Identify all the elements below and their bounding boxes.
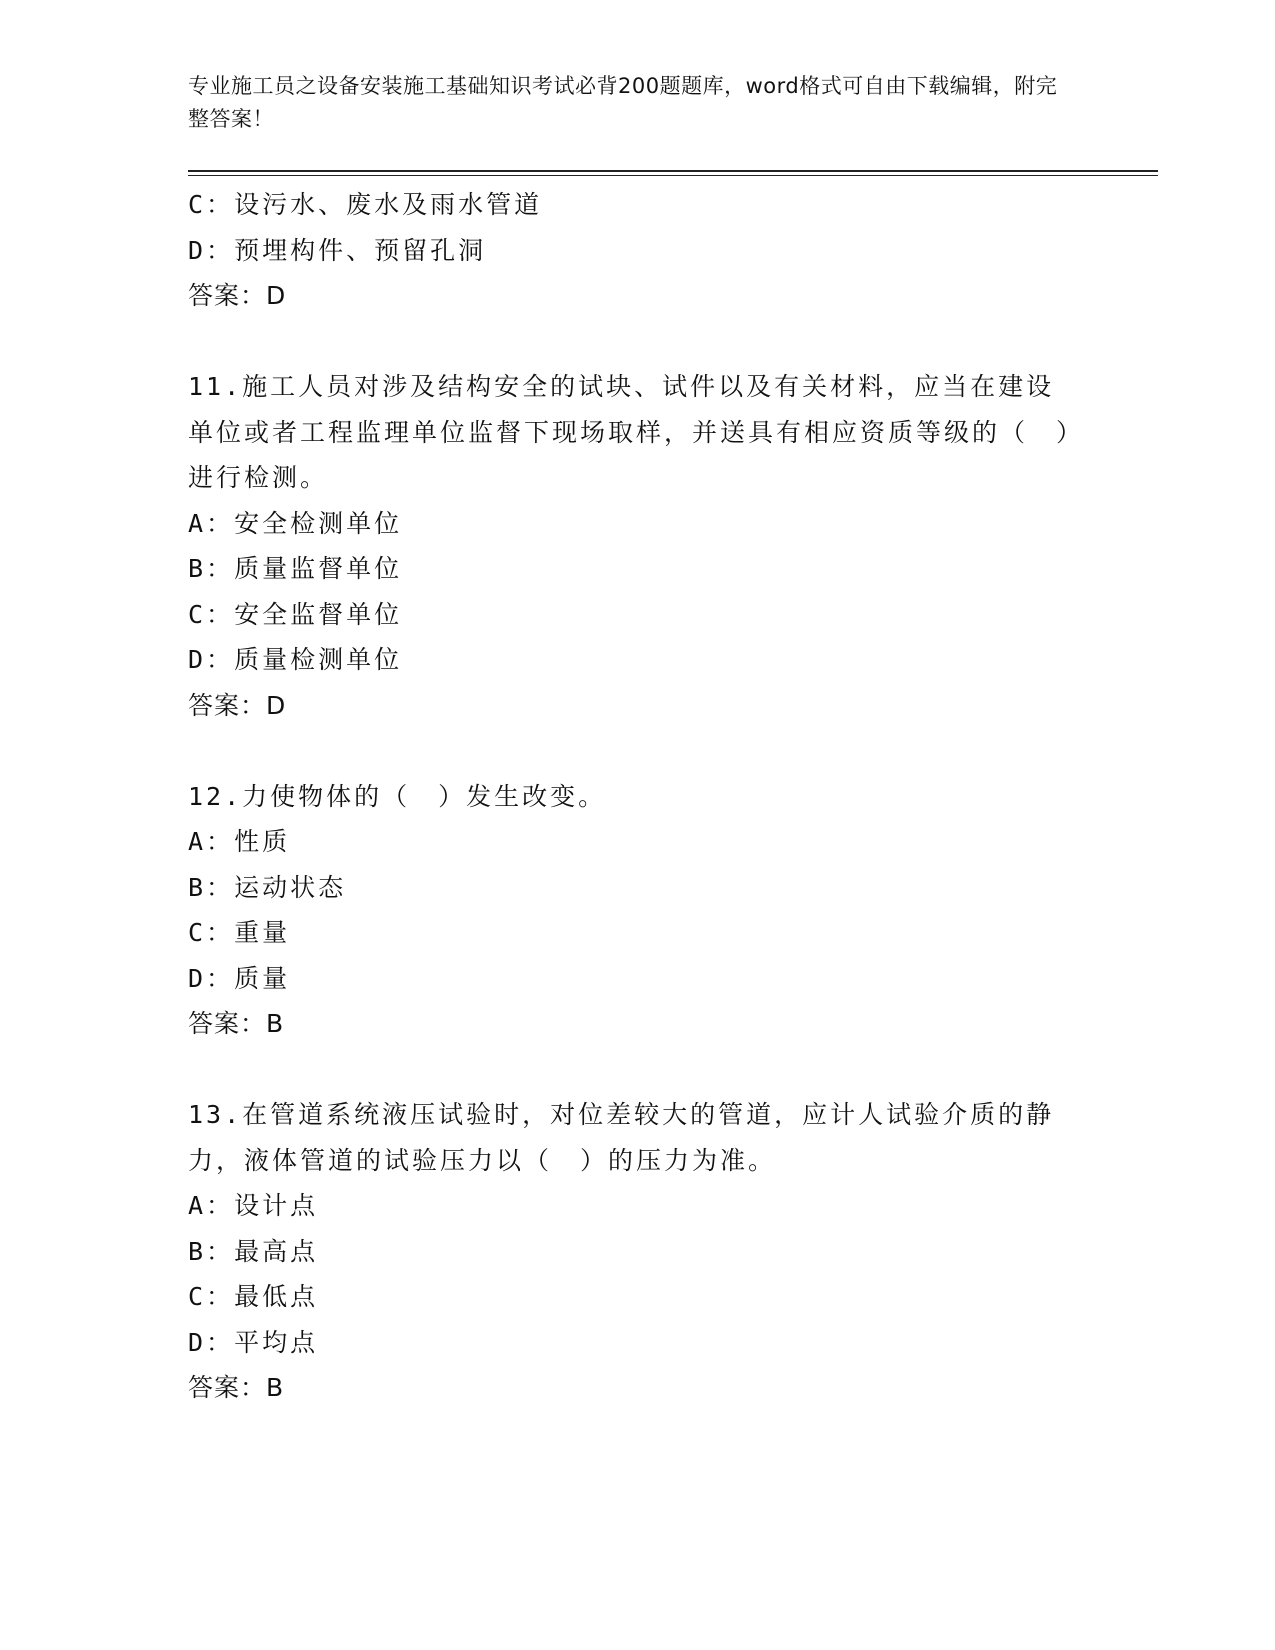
document-page <box>188 70 1158 1411</box>
option-label: D： <box>188 1327 235 1357</box>
option-a <box>188 1183 1158 1229</box>
question-13 <box>188 1092 1158 1411</box>
option-b <box>188 1229 1158 1275</box>
option-d <box>188 1320 1158 1366</box>
option-label: D： <box>188 235 235 265</box>
option-d <box>188 637 1158 683</box>
question-text: 12.力使物体的（ ）发生改变。 <box>188 781 607 811</box>
header-divider <box>188 170 1158 176</box>
option-label: C： <box>188 1282 235 1311</box>
option-a <box>188 819 1158 865</box>
option-text: 预埋构件、预留孔洞 <box>234 235 487 265</box>
option-text: 设污水、废水及雨水管道 <box>234 190 543 219</box>
option-label: C： <box>188 190 235 219</box>
option-a <box>188 501 1158 547</box>
option-label: B： <box>188 554 235 583</box>
option-text: 最低点 <box>234 1282 319 1311</box>
option-label: C： <box>188 599 235 629</box>
option-d <box>188 228 1158 274</box>
question-12 <box>188 774 1158 1047</box>
option-b <box>188 546 1158 592</box>
option-label: A： <box>188 1191 235 1220</box>
option-text: 最高点 <box>234 1236 319 1266</box>
answer: 答案：B <box>188 1009 285 1038</box>
spacer <box>188 728 1158 774</box>
document-header: 专业施工员之设备安装施工基础知识考试必背200题题库，word格式可自由下载编辑，附完整答案！ <box>188 74 1058 131</box>
question-list <box>188 182 1158 1411</box>
option-text: 性质 <box>234 827 291 856</box>
question-text: 11.施工人员对涉及结构安全的试块、试件以及有关材料，应当在建设单位或者工程监理单位监督下现场取样，并送具有相应资质等级的（ ）进行检测。 <box>188 372 1072 492</box>
answer: 答案：B <box>188 1373 285 1402</box>
spacer <box>188 319 1158 365</box>
question-11 <box>188 364 1158 728</box>
option-c <box>188 592 1158 638</box>
answer: 答案：D <box>188 281 287 310</box>
option-label: B： <box>188 1236 235 1266</box>
option-label: D： <box>188 645 235 674</box>
option-d <box>188 956 1158 1002</box>
question-text: 13.在管道系统液压试验时，对位差较大的管道，应计人试验介质的静力，液体管道的试验压力以（ ）的压力为准。 <box>188 1100 1055 1175</box>
option-label: C： <box>188 918 235 947</box>
option-label: A： <box>188 508 235 538</box>
answer: 答案：D <box>188 690 287 720</box>
option-c <box>188 910 1158 956</box>
option-text: 设计点 <box>234 1191 319 1220</box>
option-text: 重量 <box>234 918 291 947</box>
option-c <box>188 1274 1158 1320</box>
option-text: 质量 <box>234 963 291 993</box>
option-text: 安全监督单位 <box>234 599 403 629</box>
option-b <box>188 865 1158 911</box>
option-text: 安全检测单位 <box>234 508 403 538</box>
spacer <box>188 1047 1158 1093</box>
option-c <box>188 182 1158 228</box>
partial-question <box>188 182 1158 319</box>
option-text: 质量监督单位 <box>234 554 403 583</box>
option-label: A： <box>188 827 235 856</box>
option-text: 质量检测单位 <box>234 645 403 674</box>
option-text: 平均点 <box>234 1327 319 1357</box>
option-label: B： <box>188 872 235 902</box>
option-label: D： <box>188 963 235 993</box>
option-text: 运动状态 <box>234 872 347 902</box>
